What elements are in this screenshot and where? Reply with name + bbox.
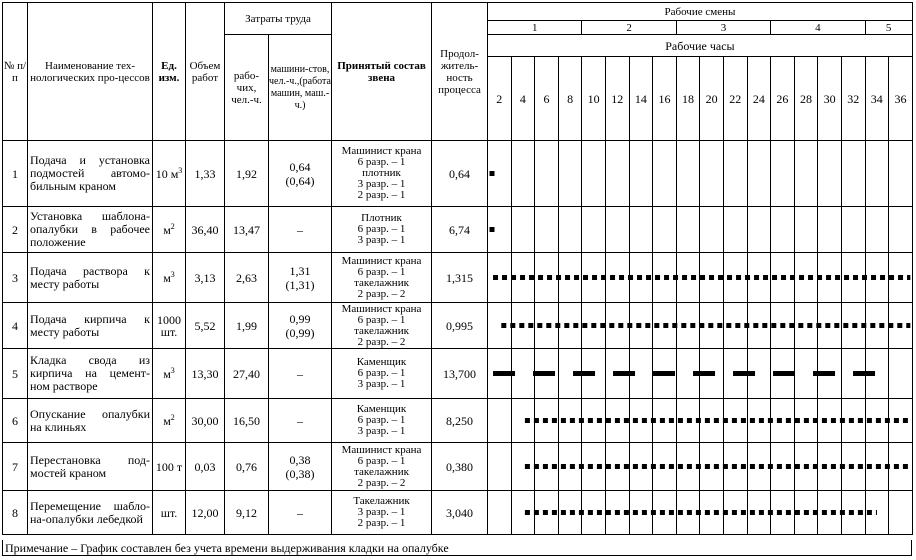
gantt-cell xyxy=(605,399,629,443)
unit-text: м xyxy=(163,413,171,428)
gantt-cell xyxy=(723,443,747,491)
gantt-cell xyxy=(723,141,747,207)
crew-line: такелажник xyxy=(354,276,409,289)
crew-line: 6 разр. – 1 xyxy=(357,414,406,426)
gantt-cell xyxy=(676,491,700,535)
gantt-cell xyxy=(747,141,771,207)
row-volume: 12,00 xyxy=(186,491,225,535)
gantt-cell xyxy=(558,349,582,399)
crew-line: 6 разр. – 1 xyxy=(357,313,406,326)
gantt-cell xyxy=(605,253,629,303)
gantt-cell xyxy=(558,399,582,443)
gantt-cell xyxy=(771,491,795,535)
gantt-cell xyxy=(700,491,724,535)
hour-label: 24 xyxy=(747,57,771,141)
row-unit xyxy=(153,349,186,399)
gantt-cell xyxy=(582,303,606,349)
unit-text: м xyxy=(163,366,171,381)
gantt-cell xyxy=(535,253,559,303)
gantt-cell xyxy=(582,141,606,207)
row-duration: 0,64 xyxy=(432,141,488,207)
gantt-cell xyxy=(511,253,535,303)
row-unit xyxy=(153,253,186,303)
row-unit xyxy=(153,443,186,491)
row-process-name: Кладка свода из кирпича на цемент-ном растворе xyxy=(28,349,153,399)
hour-label: 26 xyxy=(771,57,795,141)
table-row xyxy=(3,443,913,491)
gantt-cell xyxy=(841,443,865,491)
gantt-cell xyxy=(865,491,889,535)
gantt-cell xyxy=(865,399,889,443)
crew-line: Машинист крана xyxy=(341,145,422,157)
row-process-name: Подача раствора к месту работы xyxy=(28,253,153,303)
gantt-cell xyxy=(511,207,535,253)
gantt-cell xyxy=(794,399,818,443)
header-workers: рабо-чих, чел.-ч. xyxy=(225,35,269,141)
gantt-cell xyxy=(676,141,700,207)
table-row xyxy=(3,207,913,253)
row-num: 8 xyxy=(3,491,28,535)
gantt-cell xyxy=(488,443,512,491)
crew-line: Машинист крана xyxy=(341,254,422,267)
hour-label: 6 xyxy=(535,57,559,141)
row-num: 6 xyxy=(3,399,28,443)
gantt-cell xyxy=(747,399,771,443)
gantt-cell xyxy=(629,141,653,207)
row-unit xyxy=(153,399,186,443)
unit-text: шт. xyxy=(160,505,178,520)
gantt-cell xyxy=(771,207,795,253)
header-machinists: машини-стов, чел.-ч.,(работа машин, маш.-ч.) xyxy=(269,35,332,141)
crew-line: 3 разр. – 1 xyxy=(357,506,406,518)
gantt-cell xyxy=(794,253,818,303)
hour-label: 10 xyxy=(582,57,606,141)
gantt-cell xyxy=(794,303,818,349)
gantt-cell xyxy=(629,443,653,491)
gantt-cell xyxy=(723,253,747,303)
row-machinists: – xyxy=(269,207,332,253)
gantt-cell xyxy=(889,141,913,207)
row-unit xyxy=(153,303,186,349)
gantt-cell xyxy=(723,491,747,535)
crew-line: Каменщик xyxy=(356,356,407,368)
gantt-cell xyxy=(747,443,771,491)
gantt-cell xyxy=(818,491,842,535)
gantt-cell xyxy=(771,303,795,349)
gantt-cell xyxy=(535,207,559,253)
hour-label: 12 xyxy=(605,57,629,141)
gantt-cell xyxy=(582,443,606,491)
crew-line: 6 разр. – 1 xyxy=(357,454,406,467)
crew-line: 6 разр. – 1 xyxy=(357,367,406,379)
gantt-cell xyxy=(747,349,771,399)
gantt-cell xyxy=(558,253,582,303)
row-volume: 3,13 xyxy=(186,253,225,303)
crew-line: Машинист крана xyxy=(341,302,422,315)
gantt-cell xyxy=(841,303,865,349)
row-duration: 1,315 xyxy=(432,253,488,303)
row-num: 4 xyxy=(3,303,28,349)
row-workers: 13,47 xyxy=(225,207,269,253)
gantt-cell xyxy=(700,303,724,349)
gantt-cell xyxy=(794,443,818,491)
gantt-cell xyxy=(700,207,724,253)
crew-line: 3 разр. – 1 xyxy=(357,378,406,390)
row-workers: 16,50 xyxy=(225,399,269,443)
gantt-cell xyxy=(818,443,842,491)
gantt-cell xyxy=(771,443,795,491)
gantt-cell xyxy=(535,349,559,399)
crew-line: 2 разр. – 2 xyxy=(357,335,406,348)
row-volume: 36,40 xyxy=(186,207,225,253)
hour-label: 20 xyxy=(700,57,724,141)
gantt-cell xyxy=(653,349,677,399)
row-duration: 13,700 xyxy=(432,349,488,399)
gantt-cell xyxy=(629,207,653,253)
hour-label: 36 xyxy=(889,57,913,141)
gantt-cell xyxy=(511,349,535,399)
gantt-cell xyxy=(653,253,677,303)
gantt-cell xyxy=(818,141,842,207)
crew-line: 2 разр. – 2 xyxy=(357,287,406,300)
gantt-cell xyxy=(511,491,535,535)
gantt-cell xyxy=(841,253,865,303)
gantt-cell xyxy=(605,349,629,399)
row-crew xyxy=(332,303,432,349)
row-crew xyxy=(332,349,432,399)
gantt-cell xyxy=(653,141,677,207)
gantt-cell xyxy=(605,491,629,535)
unit-superscript: 3 xyxy=(170,269,175,279)
gantt-cell xyxy=(511,141,535,207)
row-duration: 8,250 xyxy=(432,399,488,443)
row-duration: 3,040 xyxy=(432,491,488,535)
row-volume: 0,03 xyxy=(186,443,225,491)
gantt-cell xyxy=(794,141,818,207)
gantt-cell xyxy=(841,399,865,443)
gantt-cell xyxy=(629,349,653,399)
row-machinists: – xyxy=(269,349,332,399)
table-row xyxy=(3,253,913,303)
row-workers: 27,40 xyxy=(225,349,269,399)
gantt-cell xyxy=(889,207,913,253)
gantt-cell xyxy=(700,399,724,443)
hour-label: 4 xyxy=(511,57,535,141)
gantt-cell xyxy=(889,303,913,349)
unit-superscript: 3 xyxy=(170,365,175,375)
shift-label: 4 xyxy=(771,21,865,35)
gantt-cell xyxy=(511,399,535,443)
shift-label: 1 xyxy=(488,21,582,35)
header-labor: Затраты труда xyxy=(225,3,332,35)
crew-line: 6 разр. – 1 xyxy=(357,156,406,168)
hour-label: 34 xyxy=(865,57,889,141)
row-process-name: Перемещение шабло-на-опалубки лебедкой xyxy=(28,491,153,535)
gantt-cell xyxy=(723,349,747,399)
gantt-cell xyxy=(865,253,889,303)
gantt-cell xyxy=(747,491,771,535)
gantt-cell xyxy=(676,253,700,303)
gantt-cell xyxy=(629,303,653,349)
header-name: Наименование тех-нологических про-цессов xyxy=(28,3,153,141)
gantt-cell xyxy=(676,349,700,399)
header-unit: Ед. изм. xyxy=(153,3,186,141)
gantt-cell xyxy=(653,207,677,253)
gantt-cell xyxy=(535,443,559,491)
gantt-cell xyxy=(841,349,865,399)
gantt-cell xyxy=(582,399,606,443)
row-process-name: Установка шаблона-опалубки в рабочее положение xyxy=(28,207,153,253)
row-crew xyxy=(332,253,432,303)
header-duration: Продол-житель-ность процесса xyxy=(432,3,488,141)
table-row xyxy=(3,349,913,399)
gantt-cell xyxy=(818,207,842,253)
gantt-cell xyxy=(629,491,653,535)
gantt-cell xyxy=(488,141,512,207)
row-crew xyxy=(332,443,432,491)
gantt-cell xyxy=(723,207,747,253)
row-unit xyxy=(153,141,186,207)
crew-line: такелажник xyxy=(354,324,409,337)
header-crew: Принятый состав звена xyxy=(332,3,432,141)
crew-line: Каменщик xyxy=(356,403,407,415)
row-num: 5 xyxy=(3,349,28,399)
row-machinists: – xyxy=(269,399,332,443)
header-num: № п/п xyxy=(3,3,28,141)
row-crew xyxy=(332,491,432,535)
gantt-cell xyxy=(511,443,535,491)
row-volume: 5,52 xyxy=(186,303,225,349)
hour-label: 14 xyxy=(629,57,653,141)
gantt-cell xyxy=(700,253,724,303)
crew-line: Такелажник xyxy=(353,495,410,507)
unit-text: м xyxy=(163,222,171,237)
table-row xyxy=(3,303,913,349)
crew-line: 3 разр. – 1 xyxy=(357,425,406,437)
gantt-cell xyxy=(558,141,582,207)
gantt-cell xyxy=(535,303,559,349)
gantt-cell xyxy=(653,303,677,349)
gantt-cell xyxy=(723,399,747,443)
crew-line: 3 разр. – 1 xyxy=(357,178,406,190)
gantt-cell xyxy=(889,253,913,303)
row-num: 7 xyxy=(3,443,28,491)
gantt-cell xyxy=(889,443,913,491)
crew-line: Машинист крана xyxy=(341,443,422,456)
row-volume: 30,00 xyxy=(186,399,225,443)
gantt-cell xyxy=(582,349,606,399)
gantt-cell xyxy=(653,399,677,443)
row-workers: 0,76 xyxy=(225,443,269,491)
hour-label: 18 xyxy=(676,57,700,141)
row-duration: 0,380 xyxy=(432,443,488,491)
crew-line: 6 разр. – 1 xyxy=(357,265,406,278)
gantt-cell xyxy=(558,491,582,535)
gantt-cell xyxy=(676,207,700,253)
gantt-cell xyxy=(653,491,677,535)
unit-superscript: 3 xyxy=(178,165,183,175)
gantt-cell xyxy=(488,349,512,399)
row-volume: 13,30 xyxy=(186,349,225,399)
gantt-cell xyxy=(582,207,606,253)
crew-line: 6 разр. – 1 xyxy=(357,223,406,235)
row-unit xyxy=(153,491,186,535)
hour-label: 22 xyxy=(723,57,747,141)
gantt-cell xyxy=(865,207,889,253)
gantt-cell xyxy=(558,303,582,349)
shift-label: 2 xyxy=(582,21,676,35)
gantt-cell xyxy=(535,399,559,443)
gantt-cell xyxy=(511,303,535,349)
unit-text: м xyxy=(163,270,171,285)
row-crew xyxy=(332,399,432,443)
hour-label: 32 xyxy=(841,57,865,141)
row-process-name: Подача и установка подмостей автомо-бильным краном xyxy=(28,141,153,207)
gantt-cell xyxy=(558,207,582,253)
gantt-cell xyxy=(676,399,700,443)
gantt-cell xyxy=(723,303,747,349)
table-row xyxy=(3,491,913,535)
crew-line: 2 разр. – 2 xyxy=(357,476,406,489)
gantt-cell xyxy=(865,349,889,399)
shift-label: 3 xyxy=(676,21,770,35)
row-num: 3 xyxy=(3,253,28,303)
gantt-cell xyxy=(747,253,771,303)
row-process-name: Подача кирпича к месту работы xyxy=(28,303,153,349)
gantt-cell xyxy=(488,491,512,535)
gantt-cell xyxy=(771,141,795,207)
row-machinists: 1,31 (1,31) xyxy=(269,253,332,303)
header-hours: Рабочие часы xyxy=(488,35,913,57)
crew-line: 3 разр. – 1 xyxy=(357,234,406,246)
gantt-cell xyxy=(747,207,771,253)
unit-text: 100 т xyxy=(155,459,183,474)
hour-label: 2 xyxy=(488,57,512,141)
table-row xyxy=(3,141,913,207)
unit-superscript: 2 xyxy=(170,221,175,231)
gantt-cell xyxy=(582,253,606,303)
gantt-cell xyxy=(676,443,700,491)
gantt-cell xyxy=(841,207,865,253)
hour-label: 28 xyxy=(794,57,818,141)
row-duration: 6,74 xyxy=(432,207,488,253)
header-shifts: Рабочие смены xyxy=(488,3,913,21)
gantt-cell xyxy=(841,491,865,535)
row-crew xyxy=(332,141,432,207)
hour-label: 16 xyxy=(653,57,677,141)
hour-label: 30 xyxy=(818,57,842,141)
row-duration: 0,995 xyxy=(432,303,488,349)
gantt-cell xyxy=(605,443,629,491)
gantt-cell xyxy=(488,303,512,349)
row-workers: 1,99 xyxy=(225,303,269,349)
row-num: 2 xyxy=(3,207,28,253)
gantt-cell xyxy=(794,207,818,253)
crew-line: 2 разр. – 1 xyxy=(357,189,406,201)
crew-line: Плотник xyxy=(361,212,402,224)
gantt-cell xyxy=(535,491,559,535)
gantt-cell xyxy=(747,303,771,349)
gantt-cell xyxy=(676,303,700,349)
gantt-cell xyxy=(582,491,606,535)
gantt-cell xyxy=(653,443,677,491)
gantt-cell xyxy=(865,443,889,491)
crew-line: такелажник xyxy=(354,465,409,478)
schedule-table xyxy=(2,2,913,535)
gantt-cell xyxy=(889,349,913,399)
gantt-cell xyxy=(535,141,559,207)
gantt-cell xyxy=(558,443,582,491)
gantt-cell xyxy=(794,349,818,399)
gantt-cell xyxy=(865,141,889,207)
header-volume: Объем работ xyxy=(186,3,225,141)
crew-line: плотник xyxy=(362,167,401,179)
crew-line: 2 разр. – 1 xyxy=(357,517,406,529)
row-machinists: 0,64 (0,64) xyxy=(269,141,332,207)
gantt-cell xyxy=(889,399,913,443)
row-unit xyxy=(153,207,186,253)
footnote: Примечание – График составлен без учета времени выдерживания кладки на опалубке xyxy=(2,540,912,556)
row-machinists: 0,99 (0,99) xyxy=(269,303,332,349)
gantt-cell xyxy=(771,349,795,399)
gantt-cell xyxy=(818,349,842,399)
gantt-cell xyxy=(818,253,842,303)
row-volume: 1,33 xyxy=(186,141,225,207)
row-workers: 1,92 xyxy=(225,141,269,207)
row-process-name: Перестановка под-мостей краном xyxy=(28,443,153,491)
gantt-cell xyxy=(605,141,629,207)
gantt-cell xyxy=(818,303,842,349)
gantt-cell xyxy=(841,141,865,207)
table-row xyxy=(3,399,913,443)
gantt-cell xyxy=(700,443,724,491)
unit-text: 1000 шт. xyxy=(157,312,181,339)
gantt-cell xyxy=(818,399,842,443)
row-crew xyxy=(332,207,432,253)
hour-label: 8 xyxy=(558,57,582,141)
gantt-cell xyxy=(629,399,653,443)
unit-text: 10 м xyxy=(155,166,179,181)
row-process-name: Опускание опалубки на клиньях xyxy=(28,399,153,443)
gantt-cell xyxy=(865,303,889,349)
row-num: 1 xyxy=(3,141,28,207)
gantt-cell xyxy=(700,349,724,399)
gantt-cell xyxy=(700,141,724,207)
gantt-cell xyxy=(629,253,653,303)
shift-label: 5 xyxy=(865,21,912,35)
gantt-cell xyxy=(488,207,512,253)
gantt-cell xyxy=(605,207,629,253)
gantt-cell xyxy=(889,491,913,535)
gantt-cell xyxy=(488,399,512,443)
gantt-cell xyxy=(794,491,818,535)
row-workers: 9,12 xyxy=(225,491,269,535)
row-machinists: – xyxy=(269,491,332,535)
gantt-cell xyxy=(771,253,795,303)
unit-superscript: 2 xyxy=(170,412,175,422)
row-workers: 2,63 xyxy=(225,253,269,303)
gantt-cell xyxy=(771,399,795,443)
gantt-cell xyxy=(605,303,629,349)
gantt-cell xyxy=(488,253,512,303)
row-machinists: 0,38 (0,38) xyxy=(269,443,332,491)
